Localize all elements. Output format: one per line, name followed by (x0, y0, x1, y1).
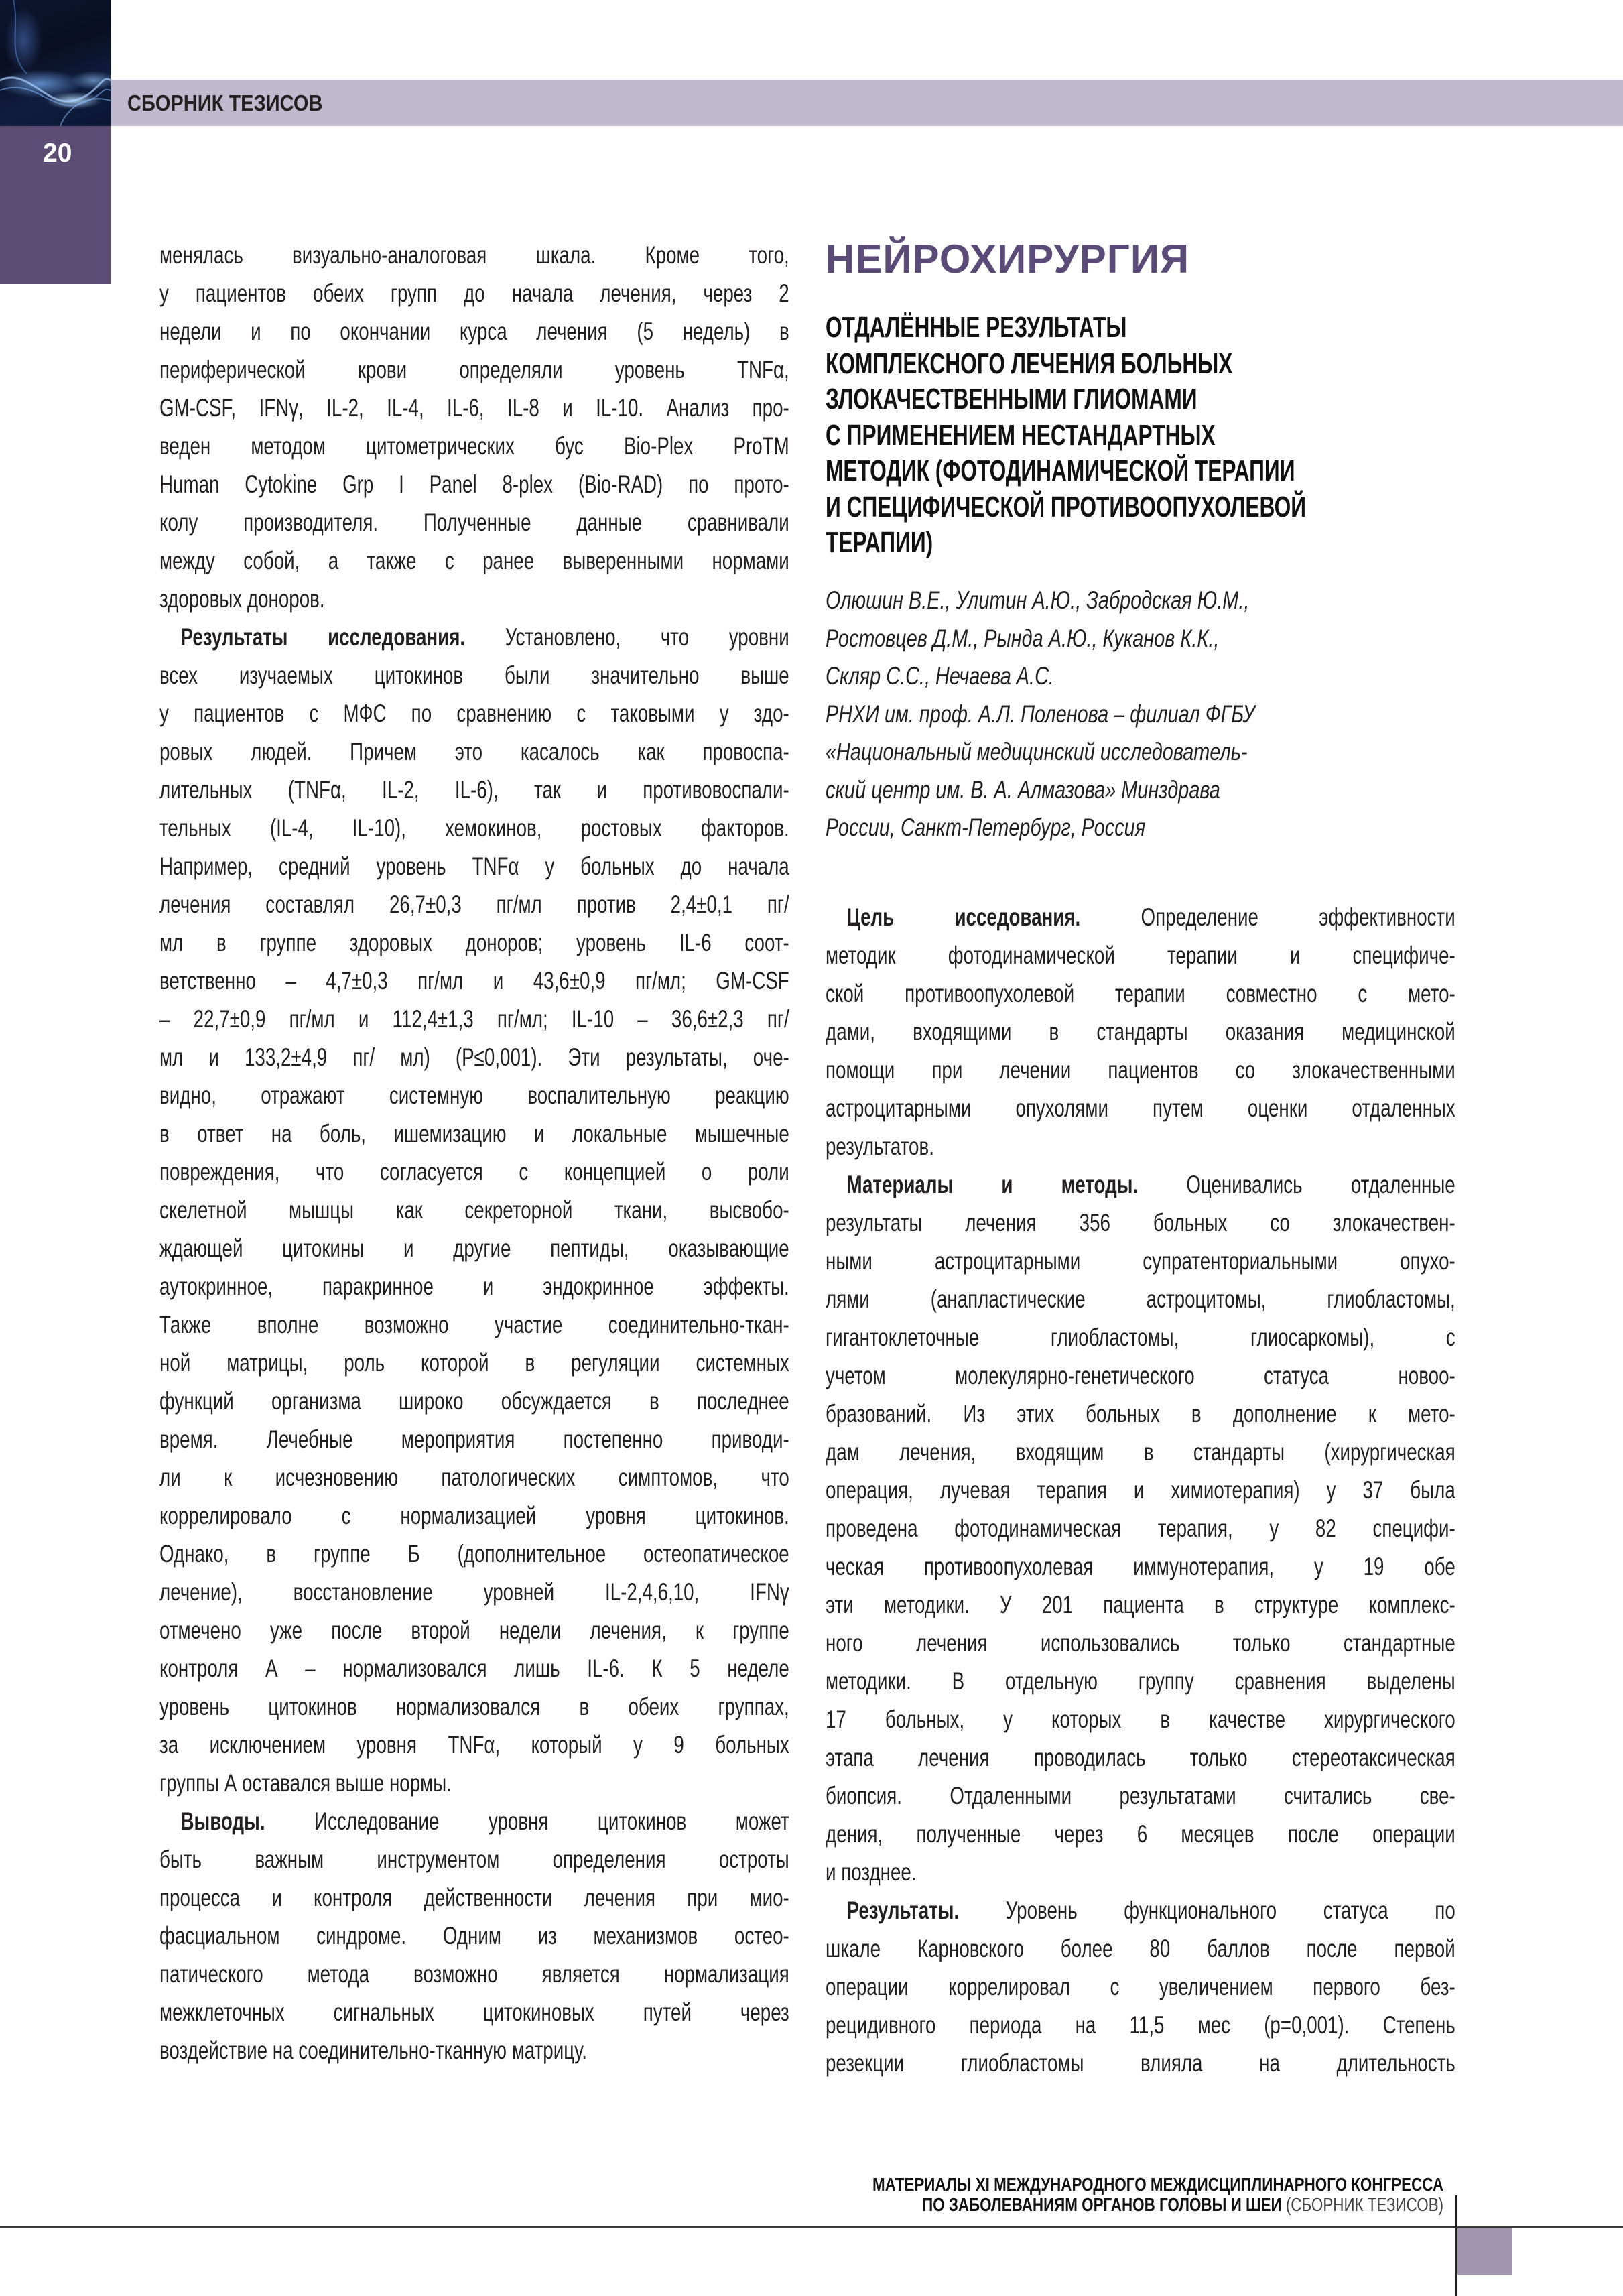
paragraph-text: контроля А – нормализовался лишь IL-6. К 5 неделе (159, 1655, 789, 1682)
text-line (159, 1573, 789, 1611)
text-line (159, 274, 789, 312)
paragraph-text: Определение эффективности (1080, 903, 1455, 931)
text-line-content (159, 350, 789, 389)
paragraph-text: за исключением уровня TNFα, который у 9 больных (159, 1731, 789, 1759)
paragraph-text: воздействие на соединительно-тканную матрицу. (159, 2037, 587, 2064)
text-line (826, 1395, 1455, 1433)
text-line-content (826, 974, 1455, 1013)
footer-conference-title (730, 2175, 1443, 2215)
paragraph-lead: Результаты. (846, 1897, 960, 1924)
paragraph-text: ными астроцитарными супратенториальными опухо- (826, 1247, 1455, 1275)
paragraph-text: Установлено, что уровни (465, 623, 789, 651)
text-line (826, 1509, 1455, 1547)
header-band (111, 80, 1623, 126)
text-line (826, 1013, 1455, 1051)
paragraph-text: лями (анапластические астроцитомы, глиобластомы, (826, 1285, 1455, 1313)
text-line-content (826, 1815, 1455, 1853)
text-line-content (159, 1267, 789, 1305)
author-affiliation-line: ский центр им. В. А. Алмазова» Минздрава (826, 775, 1220, 804)
paragraph-text: повреждения, что согласуется с концепцией о роли (159, 1158, 789, 1186)
text-line-content (826, 1127, 1455, 1165)
article-title-line: ТЕРАПИИ) (826, 526, 933, 559)
text-line-content (159, 1496, 789, 1535)
text-line (159, 923, 789, 962)
text-line-content (826, 1777, 1455, 1815)
text-line-content (159, 732, 789, 771)
text-line (159, 1267, 789, 1305)
text-line (159, 1153, 789, 1191)
paragraph-text: процесса и контроля действенности лечения при мио- (159, 1884, 789, 1911)
text-line-content (826, 1853, 1455, 1891)
paragraph-text: ровых людей. Причем это касалось как провоспа- (159, 738, 789, 765)
text-line (159, 656, 789, 694)
text-line-content (826, 1471, 1455, 1509)
text-line-content (159, 427, 789, 465)
paragraph-text: коррелировало с нормализацией уровня цитокинов. (159, 1502, 789, 1529)
text-line (159, 1955, 789, 1993)
text-line (159, 236, 789, 274)
text-line-content (159, 1840, 789, 1878)
page-number: 20 (43, 139, 72, 168)
text-line (159, 1840, 789, 1878)
text-line (159, 1191, 789, 1229)
text-line-content (159, 580, 789, 618)
paragraph-text: ветственно – 4,7±0,3 пг/мл и 43,6±0,9 пг/мл; GM-CSF (159, 967, 789, 995)
text-line-content (826, 1433, 1455, 1471)
text-line-content (159, 1114, 789, 1153)
text-line-content (159, 1535, 789, 1573)
paragraph-text: Human Cytokine Grp I Panel 8-plex (Bio-RAD) по прото- (159, 470, 789, 498)
paragraph-text: биопсия. Отдаленными результатами считались све- (826, 1782, 1455, 1809)
text-line-content (159, 1878, 789, 1917)
article-title-line: МЕТОДИК (ФОТОДИНАМИЧЕСКОЙ ТЕРАПИИ (826, 454, 1295, 487)
text-line-content (159, 503, 789, 541)
text-line (826, 1356, 1455, 1395)
text-line (159, 1993, 789, 2031)
text-line-content (159, 1687, 789, 1726)
text-line-content (826, 936, 1455, 974)
text-line-content (159, 541, 789, 580)
paragraph-text: учетом молекулярно-генетического статуса новоо- (826, 1362, 1455, 1389)
text-line (826, 1700, 1455, 1738)
text-line (159, 1458, 789, 1496)
paragraph-text: колу производителя. Полученные данные сравнивали (159, 509, 789, 536)
paragraph-text: Уровень функционального статуса по (959, 1897, 1455, 1924)
text-line-content (159, 923, 789, 962)
author-affiliation-line: Ростовцев Д.М., Рында А.Ю., Куканов К.К., (826, 624, 1220, 652)
text-line (159, 694, 789, 732)
text-line (159, 1229, 789, 1267)
text-line-content (826, 1013, 1455, 1051)
cover-image (0, 0, 111, 126)
text-line-content (826, 2044, 1455, 2082)
text-line (159, 962, 789, 1000)
text-line-content (159, 1038, 789, 1076)
text-line-content (159, 1802, 789, 1840)
paragraph-text: дами, входящими в стандарты оказания медицинской (826, 1018, 1455, 1045)
text-line (159, 1726, 789, 1764)
text-line (159, 541, 789, 580)
text-line-content (159, 1649, 789, 1687)
paragraph-text: операция, лучевая терапия и химиотерапия) у 37 была (826, 1476, 1455, 1504)
text-line (159, 1535, 789, 1573)
paragraph-text: лечения составлял 26,7±0,3 пг/мл против 2,4±0,1 пг/ (159, 891, 789, 918)
article-title-line: И СПЕЦИФИЧЕСКОЙ ПРОТИВООПУХОЛЕВОЙ (826, 490, 1307, 523)
text-line-content (826, 1395, 1455, 1433)
text-line (159, 618, 789, 656)
paragraph-text: мл в группе здоровых доноров; уровень IL-6 соот- (159, 929, 789, 956)
text-line-content (826, 1738, 1455, 1777)
text-line-content (159, 389, 789, 427)
text-line-content (159, 1153, 789, 1191)
text-line (826, 1815, 1455, 1853)
text-line-content (826, 2006, 1455, 2044)
text-line-content (159, 1000, 789, 1038)
text-line (826, 1318, 1455, 1356)
text-line (826, 1891, 1455, 1929)
text-line-content (159, 1917, 789, 1955)
text-line-content (826, 1586, 1455, 1624)
paragraph-text: бразований. Из этих больных в дополнение к мето- (826, 1400, 1455, 1427)
text-line (826, 1777, 1455, 1815)
text-line-content (826, 1929, 1455, 1968)
paragraph-text: у пациентов с МФС по сравнению с таковыми у здо- (159, 700, 789, 727)
text-line (826, 1127, 1455, 1165)
paragraph-text: ной матрицы, роль которой в регуляции системных (159, 1349, 789, 1377)
text-line-content (826, 1891, 1455, 1929)
text-line-content (159, 1191, 789, 1229)
text-line (159, 350, 789, 389)
text-line (826, 1089, 1455, 1127)
paragraph-text: межклеточных сигнальных цитокиновых путей через (159, 1998, 789, 2026)
paragraph-text: и позднее. (826, 1858, 917, 1886)
paragraph-text: ного лечения использовались только стандартные (826, 1629, 1455, 1657)
text-line (159, 1917, 789, 1955)
text-line (826, 936, 1455, 974)
text-line (159, 503, 789, 541)
paragraph-text: в ответ на боль, ишемизацию и локальные мышечные (159, 1120, 789, 1147)
paragraph-text: ской противоопухолевой терапии совместно с мето- (826, 980, 1455, 1007)
text-line (159, 1344, 789, 1382)
text-line-content (159, 1573, 789, 1611)
text-line-content (826, 1356, 1455, 1395)
paragraph-text: 17 больных, у которых в качестве хирургического (826, 1706, 1455, 1733)
text-line (159, 732, 789, 771)
text-line (159, 1382, 789, 1420)
text-line-content (826, 1547, 1455, 1586)
text-line-content (826, 1051, 1455, 1089)
text-line-content (159, 1764, 789, 1802)
text-line (826, 2006, 1455, 2044)
paragraph-text: этапа лечения проводилась только стереотаксическая (826, 1744, 1455, 1771)
text-line-content (826, 1318, 1455, 1356)
text-line (159, 1649, 789, 1687)
text-line (826, 1547, 1455, 1586)
paragraph-lead: Результаты исследования. (180, 623, 466, 651)
text-line (826, 1433, 1455, 1471)
text-line-content (159, 274, 789, 312)
paragraph-text: у пациентов обеих групп до начала лечения, через 2 (159, 279, 789, 307)
text-line (159, 2031, 789, 2069)
text-line-content (159, 962, 789, 1000)
footer-accent-box (1457, 2228, 1512, 2275)
text-line (159, 1114, 789, 1153)
text-line-content (159, 1458, 789, 1496)
text-line (826, 1280, 1455, 1318)
article-title-line: ОТДАЛЁННЫЕ РЕЗУЛЬТАТЫ (826, 311, 1127, 344)
text-line (159, 1000, 789, 1038)
article-authors-affiliation (826, 582, 1376, 847)
paragraph-text: шкале Карновского более 80 баллов после первой (826, 1935, 1455, 1962)
text-line (159, 1687, 789, 1726)
text-line-content (159, 1611, 789, 1649)
article-title (826, 310, 1493, 561)
text-line (159, 1420, 789, 1458)
paragraph-text: результаты лечения 356 больных со злокачествен- (826, 1209, 1455, 1236)
left-column (159, 236, 789, 2069)
text-line-content (826, 1624, 1455, 1662)
paragraph-text: время. Лечебные мероприятия постепенно приводи- (159, 1425, 789, 1453)
text-line (159, 1076, 789, 1114)
paragraph-text: – 22,7±0,9 пг/мл и 112,4±1,3 пг/мл; IL-10 – 36,6±2,3 пг/ (159, 1005, 789, 1033)
running-header-title: СБОРНИК ТЕЗИСОВ (127, 90, 323, 115)
paragraph-text: дам лечения, входящим в стандарты (хирургическая (826, 1438, 1455, 1466)
paragraph-text: функций организма широко обсуждается в последнее (159, 1387, 789, 1415)
text-line (159, 1038, 789, 1076)
paragraph-text: ждающей цитокины и другие пептиды, оказывающие (159, 1234, 789, 1262)
text-line (159, 580, 789, 618)
paragraph-text: эти методики. У 201 пациента в структуре комплекс- (826, 1591, 1455, 1618)
paragraph-text: лечение), восстановление уровней IL-2,4,6,10, IFNγ (159, 1578, 789, 1606)
text-line-content (826, 1509, 1455, 1547)
text-line (159, 312, 789, 350)
text-line (826, 974, 1455, 1013)
paragraph-lead: Материалы и методы. (846, 1171, 1139, 1198)
paragraph-lead: Выводы. (180, 1807, 265, 1835)
text-line-content (159, 2031, 789, 2069)
text-line (826, 2044, 1455, 2082)
text-line-content (159, 847, 789, 885)
paragraph-text: фасциальном синдроме. Одним из механизмов остео- (159, 1922, 789, 1950)
section-heading: НЕЙРОХИРУРГИЯ (826, 237, 1190, 281)
footer-rule (0, 2226, 1623, 2228)
text-line-content (159, 1344, 789, 1382)
paragraph-text: здоровых доноров. (159, 585, 325, 613)
paragraph-text: лительных (TNFα, IL-2, IL-6), так и противовоспали- (159, 776, 789, 804)
text-line (826, 1204, 1455, 1242)
paragraph-text: быть важным инструментом определения остроты (159, 1846, 789, 1873)
text-line-content (159, 1420, 789, 1458)
article-title-line: С ПРИМЕНЕНИЕМ НЕСТАНДАРТНЫХ (826, 418, 1216, 452)
text-line (826, 1624, 1455, 1662)
paragraph-text: методик фотодинамической терапии и специфиче- (826, 942, 1455, 969)
paragraph-text: отмечено уже после второй недели лечения, к группе (159, 1616, 789, 1644)
text-line-content (826, 1700, 1455, 1738)
text-line (826, 1242, 1455, 1280)
paragraph-text: дения, полученные через 6 месяцев после операции (826, 1820, 1455, 1848)
paragraph-text: астроцитарными опухолями путем оценки отдаленных (826, 1094, 1455, 1122)
author-affiliation-line: Скляр С.С., Нечаева А.С. (826, 662, 1054, 690)
text-line-content (159, 1955, 789, 1993)
paragraph-text: аутокринное, паракринное и эндокринное эффекты. (159, 1273, 789, 1300)
text-line-content (159, 1726, 789, 1764)
text-line (826, 898, 1455, 936)
author-affiliation-line: РНХИ им. проф. А.Л. Поленова – филиал ФГБУ (826, 700, 1256, 728)
light-swirl-icon (0, 0, 111, 126)
paragraph-text: мл и 133,2±4,9 пг/ мл) (P≤0,001). Эти результаты, оче- (159, 1043, 789, 1071)
paragraph-text: менялась визуально-аналоговая шкала. Кроме того, (159, 241, 789, 269)
text-line (159, 1496, 789, 1535)
text-line-content (159, 694, 789, 732)
text-line (826, 1471, 1455, 1509)
text-line-content (159, 236, 789, 274)
paragraph-text: недели и по окончании курса лечения (5 недель) в (159, 318, 789, 345)
text-line (826, 1853, 1455, 1891)
text-line (826, 1929, 1455, 1968)
paragraph-text: веден методом цитометрических бус Bio-Plex ProTM (159, 432, 789, 460)
paragraph-text: Исследование уровня цитокинов может (265, 1807, 789, 1835)
paragraph-text: видно, отражают системную воспалительную реакцию (159, 1082, 789, 1109)
text-line (159, 885, 789, 923)
text-line-content (159, 1305, 789, 1344)
paragraph-text: Например, средний уровень TNFα у больных до начала (159, 852, 789, 880)
text-line (159, 771, 789, 809)
paragraph-text: помощи при лечении пациентов со злокачественными (826, 1056, 1455, 1084)
paragraph-text: Также вполне возможно участие соединительно-ткан- (159, 1311, 789, 1338)
article-title-line: ЗЛОКАЧЕСТВЕННЫМИ ГЛИОМАМИ (826, 383, 1197, 416)
text-line-content (826, 1280, 1455, 1318)
text-line-content (159, 1229, 789, 1267)
text-line-content (826, 1968, 1455, 2006)
text-line (159, 809, 789, 847)
paragraph-text: гигантоклеточные глиобластомы, глиосаркомы), с (826, 1324, 1455, 1351)
text-line-content (159, 809, 789, 847)
text-line-content (826, 898, 1455, 936)
paragraph-text: всех изучаемых цитокинов были значительно выше (159, 661, 789, 689)
paragraph-lead: Цель исседования. (846, 903, 1081, 931)
text-line-content (159, 1076, 789, 1114)
paragraph-text: Оценивались отдаленные (1138, 1171, 1455, 1198)
footer-line-2-bold: ПО ЗАБОЛЕВАНИЯМ ОРГАНОВ ГОЛОВЫ И ШЕИ (921, 2194, 1282, 2215)
paragraph-text: результатов. (826, 1133, 934, 1160)
paragraph-text: проведена фотодинамическая терапия, у 82 специфи- (826, 1515, 1455, 1542)
author-affiliation-line: «Национальный медицинский исследователь- (826, 738, 1248, 765)
text-line (826, 1051, 1455, 1089)
text-line (159, 1305, 789, 1344)
text-line (159, 389, 789, 427)
text-line-content (826, 1204, 1455, 1242)
paragraph-text: ческая противоопухолевая иммунотерапия, у 19 обе (826, 1553, 1455, 1580)
text-line-content (159, 312, 789, 350)
text-line-content (826, 1089, 1455, 1127)
right-column-body (826, 898, 1455, 2082)
paragraph-text: ли к исчезновению патологических симптомов, что (159, 1464, 789, 1491)
paragraph-text: резекции глиобластомы влияла на длительность (826, 2049, 1455, 2077)
text-line-content (826, 1242, 1455, 1280)
paragraph-text: методики. В отдельную группу сравнения выделены (826, 1667, 1455, 1695)
paragraph-text: группы А оставался выше нормы. (159, 1769, 452, 1797)
paragraph-text: периферической крови определяли уровень TNFα, (159, 356, 789, 383)
article-title-line: КОМПЛЕКСНОГО ЛЕЧЕНИЯ БОЛЬНЫХ (826, 346, 1233, 380)
text-line (159, 847, 789, 885)
text-line (826, 1738, 1455, 1777)
paragraph-text: патического метода возможно является нормализация (159, 1960, 789, 1988)
paragraph-text: уровень цитокинов нормализовался в обеих группах, (159, 1693, 789, 1720)
paragraph-text: тельных (IL-4, IL-10), хемокинов, ростовых факторов. (159, 814, 789, 842)
text-line-content (159, 618, 789, 656)
text-line (159, 1878, 789, 1917)
text-line (159, 427, 789, 465)
paragraph-text: GM-CSF, IFNγ, IL-2, IL-4, IL-6, IL-8 и IL-10. Анализ про- (159, 394, 789, 422)
text-line-content (159, 1382, 789, 1420)
text-line (159, 1611, 789, 1649)
text-line-content (826, 1662, 1455, 1700)
text-line-content (159, 465, 789, 503)
paragraph-text: рецидивного периода на 11,5 мес (p=0,001). Степень (826, 2011, 1455, 2039)
text-line-content (159, 1993, 789, 2031)
text-line (159, 465, 789, 503)
text-line (826, 1968, 1455, 2006)
text-line (826, 1586, 1455, 1624)
paragraph-text: скелетной мышцы как секреторной ткани, высвобо- (159, 1196, 789, 1224)
author-affiliation-line: России, Санкт-Петербург, Россия (826, 814, 1146, 841)
footer-line-2-light: (СБОРНИК ТЕЗИСОВ) (1281, 2194, 1443, 2215)
author-affiliation-line: Олюшин В.Е., Улитин А.Ю., Забродская Ю.М., (826, 586, 1250, 614)
footer-line-1: МАТЕРИАЛЫ XI МЕЖДУНАРОДНОГО МЕЖДИСЦИПЛИНАРНОГО КОНГРЕССА (872, 2174, 1443, 2195)
text-line-content (159, 885, 789, 923)
text-line-content (159, 771, 789, 809)
paragraph-text: между собой, а также с ранее выверенными нормами (159, 547, 789, 574)
text-line (159, 1764, 789, 1802)
paragraph-text: операции коррелировал с увеличением первого без- (826, 1973, 1455, 2000)
text-line (826, 1662, 1455, 1700)
text-line (159, 1802, 789, 1840)
footer-line-2 (872, 2195, 1443, 2215)
text-line (826, 1165, 1455, 1204)
text-line-content (826, 1165, 1455, 1204)
text-line-content (159, 656, 789, 694)
paragraph-text: Однако, в группе Б (дополнительное остеопатическое (159, 1540, 789, 1568)
